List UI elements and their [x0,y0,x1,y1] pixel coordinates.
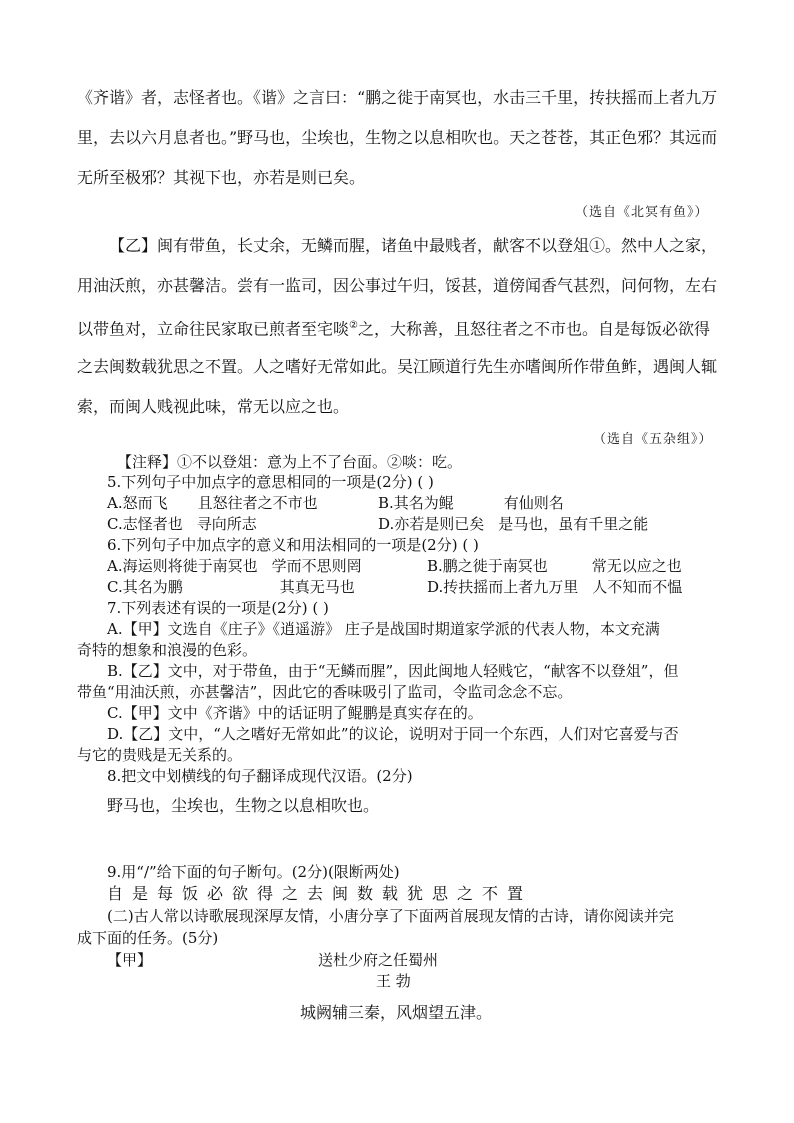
yi-prose-line-3-part-b: 之，大称善，且怒往者之不市也。自是每饭必欲得 [357,319,710,339]
q6-option-d[interactable] [427,577,682,597]
q5-option-c[interactable] [107,514,257,534]
q9-stem: 9.用“/”给下面的句子断句。(2分)(限断两处) [107,863,400,881]
jia-prose-line-1: 《齐谐》者，志怪者也。《谐》之言曰：“鹏之徙于南冥也，水击三千里，抟扶摇而上者九万 [77,88,718,107]
poem-title: 送杜少府之任蜀州 [318,951,439,969]
q5-a-right: 且怒往者之不市也 [197,494,318,512]
q5-b-left: B.其名为鲲 [378,494,454,512]
q5-option-a[interactable] [107,493,318,513]
q5-a-left: A.怒而飞 [107,494,168,512]
q5-d-left: D.亦若是则已矣 [378,515,485,533]
q6-stem: 6.下列句子中加点字的意义和用法相同的一项是(2分) ( ) [107,536,479,554]
yi-prose-line-4: 之去闽数载犹思之不置。人之嗜好无常如此。吴江顾道行先生亦嗜闽所作带鱼鲊，遇闽人辄 [77,357,718,376]
q6-b-left: B.鹏之徙于南冥也 [427,557,548,575]
yi-prose-line-1: 【乙】闽有带鱼，长丈余，无鳞而腥，诸鱼中最贱者，献客不以登俎①。然中人之家， [109,236,718,255]
q5-stem: 5.下列句子中加点字的意思相同的一项是(2分) ( ) [107,473,434,491]
q5-b-right: 有仙则名 [503,494,564,512]
q7-option-d-line-2: 与它的贵贱是无关系的。 [77,746,243,764]
jia-prose-line-2: 里，去以六月息者也。”野马也，尘埃也，生物之以息相吹也。天之苍苍，其正色邪？其远而 [77,128,718,147]
q7-option-b-line-1[interactable]: B.【乙】文中，对于带鱼，由于“无鳞而腥”，因此闽地人轻贱它，“献客不以登俎”，但 [107,662,679,680]
q7-option-c[interactable]: C.【甲】文中《齐谐》中的话证明了鲲鹏是真实存在的。 [107,704,483,722]
yi-prose-line-5: 索，而闽人贱视此味，常无以应之也。 [77,397,350,416]
q6-d-right: 人不知而不愠 [592,578,683,596]
q6-option-b[interactable] [427,556,682,576]
q6-c-left: C.其名为鹏 [107,578,183,596]
part2-intro-line-1: (二)古人常以诗歌展现深厚友情，小唐分享了下面两首展现友情的古诗，请你阅读并完 [107,907,674,925]
poem-label: 【甲】 [107,951,153,969]
q6-c-right: 其真无马也 [279,578,355,596]
q6-option-a[interactable] [107,556,362,576]
yi-prose-line-3-part-a: 以带鱼对，立命往民家取已煎者至宅啖 [77,319,350,339]
jia-source: （选自《北冥有鱼》） [575,205,709,220]
q7-option-b-line-2: 带鱼“用油沃煎，亦甚馨洁”，因此它的香味吸引了监司，令监司念念不忘。 [77,683,573,701]
jia-prose-line-3: 无所至极邪？其视下也，亦若是则已矣。 [77,168,366,187]
q5-c-right: 寻向所志 [196,515,257,533]
q6-b-right: 常无以应之也 [591,557,682,575]
q7-stem: 7.下列表述有误的一项是(2分) ( ) [107,599,329,617]
q9-sentence: 自是每饭必欲得之去闽数载犹思之不置 [107,884,533,903]
poem-line-1: 城阙辅三秦，风烟望五津。 [300,1003,493,1022]
q5-c-left: C.志怪者也 [107,515,183,533]
q7-option-d-line-1[interactable]: D.【乙】文中，“人之嗜好无常如此”的议论，说明对于同一个东西，人们对它喜爱与否 [107,725,679,743]
q8-stem: 8.把文中划横线的句子翻译成现代汉语。(2分) [107,767,413,785]
q5-option-b[interactable] [378,493,564,513]
q8-sentence: 野马也，尘埃也，生物之以息相吹也。 [107,796,380,815]
footnote-marker: ② [349,320,358,331]
q6-a-left: A.海运则将徙于南冥也 [107,557,258,575]
notes: 【注释】①不以登俎：意为上不了台面。②啖：吃。 [117,453,463,471]
q6-a-right: 学而不思则罔 [271,557,362,575]
yi-prose-line-2: 用油沃煎，亦甚馨洁。尝有一监司，因公事过午归，馁甚，道傍闻香气甚烈，问何物，左右 [77,276,718,295]
yi-source: （选自《五杂组》） [593,432,713,447]
q5-option-d[interactable] [378,514,648,534]
yi-prose-line-3 [77,316,710,339]
part2-intro-line-2: 成下面的任务。(5分) [77,929,219,947]
q6-d-left: D.抟扶摇而上者九万里 [427,578,579,596]
q7-option-a-line-2: 奇特的想象和浪漫的色彩。 [77,641,258,659]
q5-d-right: 是马也，虽有千里之能 [498,515,649,533]
q7-option-a-line-1[interactable]: A.【甲】文选自《庄子》《逍遥游》 庄子是战国时期道家学派的代表人物，本文充满 [107,620,660,638]
poem-author: 王 勃 [376,972,411,990]
q6-option-c[interactable] [107,577,355,597]
